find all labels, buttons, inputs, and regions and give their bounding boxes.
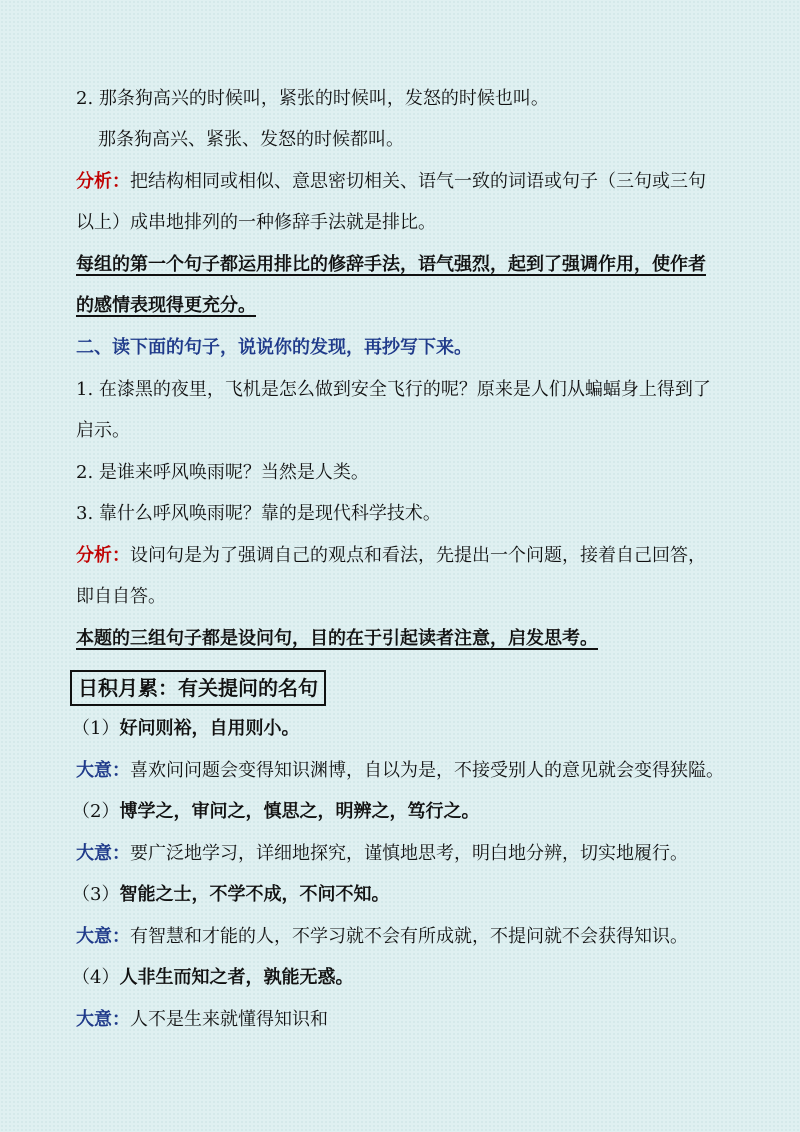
quote-2 xyxy=(72,799,732,825)
quote-text: 博学之，审问之，慎思之，明辨之，笃行之。 xyxy=(119,801,480,822)
quote-number: （4） xyxy=(72,967,120,988)
quote-text: 好问则裕，自用则小。 xyxy=(119,718,300,739)
quote-4-meaning xyxy=(76,1007,736,1033)
quote-2-meaning xyxy=(76,841,736,867)
quote-1 xyxy=(72,716,732,742)
question-3: 3. 靠什么呼风唤雨呢？靠的是现代科学技术。 xyxy=(76,503,441,524)
meaning-label: 大意： xyxy=(76,760,130,781)
section-3-title-box: 日积月累：有关提问的名句 xyxy=(70,670,326,706)
section-2-heading: 二、读下面的句子，说说你的发现，再抄写下来。 xyxy=(76,337,472,358)
quote-1-meaning xyxy=(76,758,736,784)
conclusion-parallelism-line2: 的感情表现得更充分。 xyxy=(76,295,256,316)
meaning-text: 喜欢问问题会变得知识渊博，自以为是，不接受别人的意见就会变得狭隘。 xyxy=(130,760,724,781)
meaning-text: 人不是生来就懂得知识和 xyxy=(130,1009,328,1030)
question-2: 2. 是谁来呼风唤雨呢？当然是人类。 xyxy=(76,462,369,483)
question-1-line1: 1. 在漆黑的夜里，飞机是怎么做到安全飞行的呢？原来是人们从蝙蝠身上得到了 xyxy=(76,379,711,400)
analysis-label: 分析： xyxy=(76,171,130,192)
analysis-parallelism xyxy=(76,169,736,195)
conclusion-rhetorical: 本题的三组句子都是设问句，目的在于引起读者注意，启发思考。 xyxy=(76,628,598,649)
sentence-2-original: 2. 那条狗高兴的时候叫，紧张的时候叫，发怒的时候也叫。 xyxy=(76,88,549,109)
sentence-2-rewrite: 那条狗高兴、紧张、发怒的时候都叫。 xyxy=(98,129,404,150)
analysis-text-line1: 把结构相同或相似、意思密切相关、语气一致的词语或句子（三句或三句 xyxy=(130,171,706,192)
meaning-text: 要广泛地学习，详细地探究，谨慎地思考，明白地分辨，切实地履行。 xyxy=(130,843,688,864)
analysis-label: 分析： xyxy=(76,545,130,566)
meaning-text: 有智慧和才能的人，不学习就不会有所成就，不提问就不会获得知识。 xyxy=(130,926,688,947)
analysis-rhetorical-line2: 即自自答。 xyxy=(76,586,166,607)
analysis-rhetorical-line1: 设问句是为了强调自己的观点和看法，先提出一个问题，接着自己回答， xyxy=(130,545,706,566)
question-1-line2: 启示。 xyxy=(76,420,130,441)
quote-number: （1） xyxy=(72,718,120,739)
meaning-label: 大意： xyxy=(76,843,130,864)
conclusion-parallelism-line1: 每组的第一个句子都运用排比的修辞手法，语气强烈，起到了强调作用，使作者 xyxy=(76,254,706,275)
quote-number: （2） xyxy=(72,801,120,822)
meaning-label: 大意： xyxy=(76,926,130,947)
quote-text: 人非生而知之者，孰能无惑。 xyxy=(119,967,354,988)
quote-number: （3） xyxy=(72,884,120,905)
analysis-rhetorical xyxy=(76,543,736,569)
quote-text: 智能之士，不学不成，不问不知。 xyxy=(119,884,390,905)
meaning-label: 大意： xyxy=(76,1009,130,1030)
quote-3 xyxy=(72,882,732,908)
quote-3-meaning xyxy=(76,924,736,950)
analysis-text-line2: 以上）成串地排列的一种修辞手法就是排比。 xyxy=(76,212,436,233)
quote-4 xyxy=(72,965,732,991)
